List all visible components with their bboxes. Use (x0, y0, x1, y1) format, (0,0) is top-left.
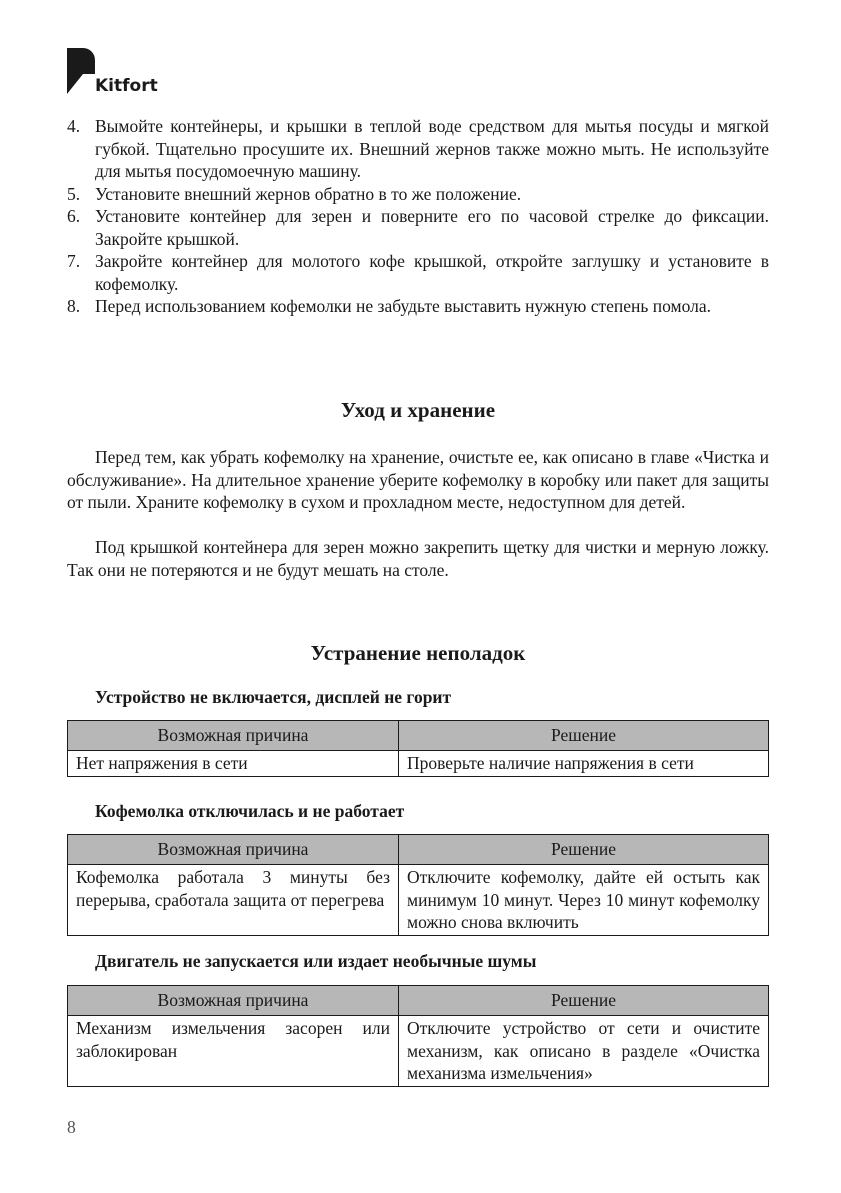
solution-column-header: Решение (399, 721, 769, 751)
instruction-steps (67, 115, 769, 318)
problem-heading: Двигатель не запускается или издает необычные шумы (95, 951, 537, 971)
page-number: 8 (67, 1117, 76, 1137)
step-item: 8. Перед использованием кофемолки не забудьте выставить нужную степень помола. (67, 296, 712, 316)
solution-column-header: Решение (399, 986, 769, 1016)
problem-table (67, 985, 769, 1087)
care-heading: Уход и хранение (340, 398, 496, 422)
care-paragraph-1: Перед тем, как убрать кофемолку на хранение, очистьте ее, как описано в главе «Чистка и обслуживание». На длительное хранение уберите кофемолку в коробку или пакет для защиты от пыли. Храните кофемолку в сухом и прохладном месте, недоступном для детей. (67, 447, 769, 512)
cause-cell: Кофемолка работала 3 минуты без перерыва, сработала защита от перегрева (68, 865, 399, 936)
table-row (68, 1016, 769, 1087)
table-row (68, 865, 769, 936)
troubleshooting-heading: Устранение неполадок (310, 641, 526, 665)
brand-name: Kitfort (95, 76, 158, 96)
solution-cell: Отключите кофемолку, дайте ей остыть как минимум 10 минут. Через 10 минут кофемолку можно снова включить (399, 865, 769, 936)
step-item: 7. Закройте контейнер для молотого кофе крышкой, откройте заглушку и установите в кофемолку. (67, 251, 769, 294)
cause-column-header: Возможная причина (68, 835, 399, 865)
kitfort-logo-icon (67, 48, 95, 94)
problem-table (67, 834, 769, 936)
cause-column-header: Возможная причина (68, 721, 399, 751)
problem-table (67, 720, 769, 777)
solution-cell: Отключите устройство от сети и очистите механизм, как описано в разделе «Очистка механизма измельчения» (399, 1016, 769, 1087)
step-item: 5. Установите внешний жернов обратно в то же положение. (67, 183, 522, 204)
step-item: 6. Установите контейнер для зерен и поверните его по часовой стрелке до фиксации. Закройте крышкой. (67, 206, 769, 249)
problem-heading: Устройство не включается, дисплей не горит (95, 687, 452, 707)
cause-cell: Механизм измельчения засорен или заблокирован (68, 1016, 399, 1087)
solution-column-header: Решение (399, 835, 769, 865)
cause-column-header: Возможная причина (68, 986, 399, 1016)
care-paragraph-2: Под крышкой контейнера для зерен можно закрепить щетку для чистки и мерную ложку. Так они не потеряются и не будут мешать на столе. (67, 537, 769, 580)
table-row (68, 751, 769, 777)
cause-cell: Нет напряжения в сети (68, 751, 399, 777)
solution-cell: Проверьте наличие напряжения в сети (399, 751, 769, 777)
step-item: 4. Вымойте контейнеры, и крышки в теплой воде средством для мытья посуды и мягкой губкой. Тщательно просушите их. Внешний жернов также можно мыть. Не используйте для мытья посудомоечную машину. (67, 116, 769, 181)
problem-heading: Кофемолка отключилась и не работает (95, 801, 405, 821)
